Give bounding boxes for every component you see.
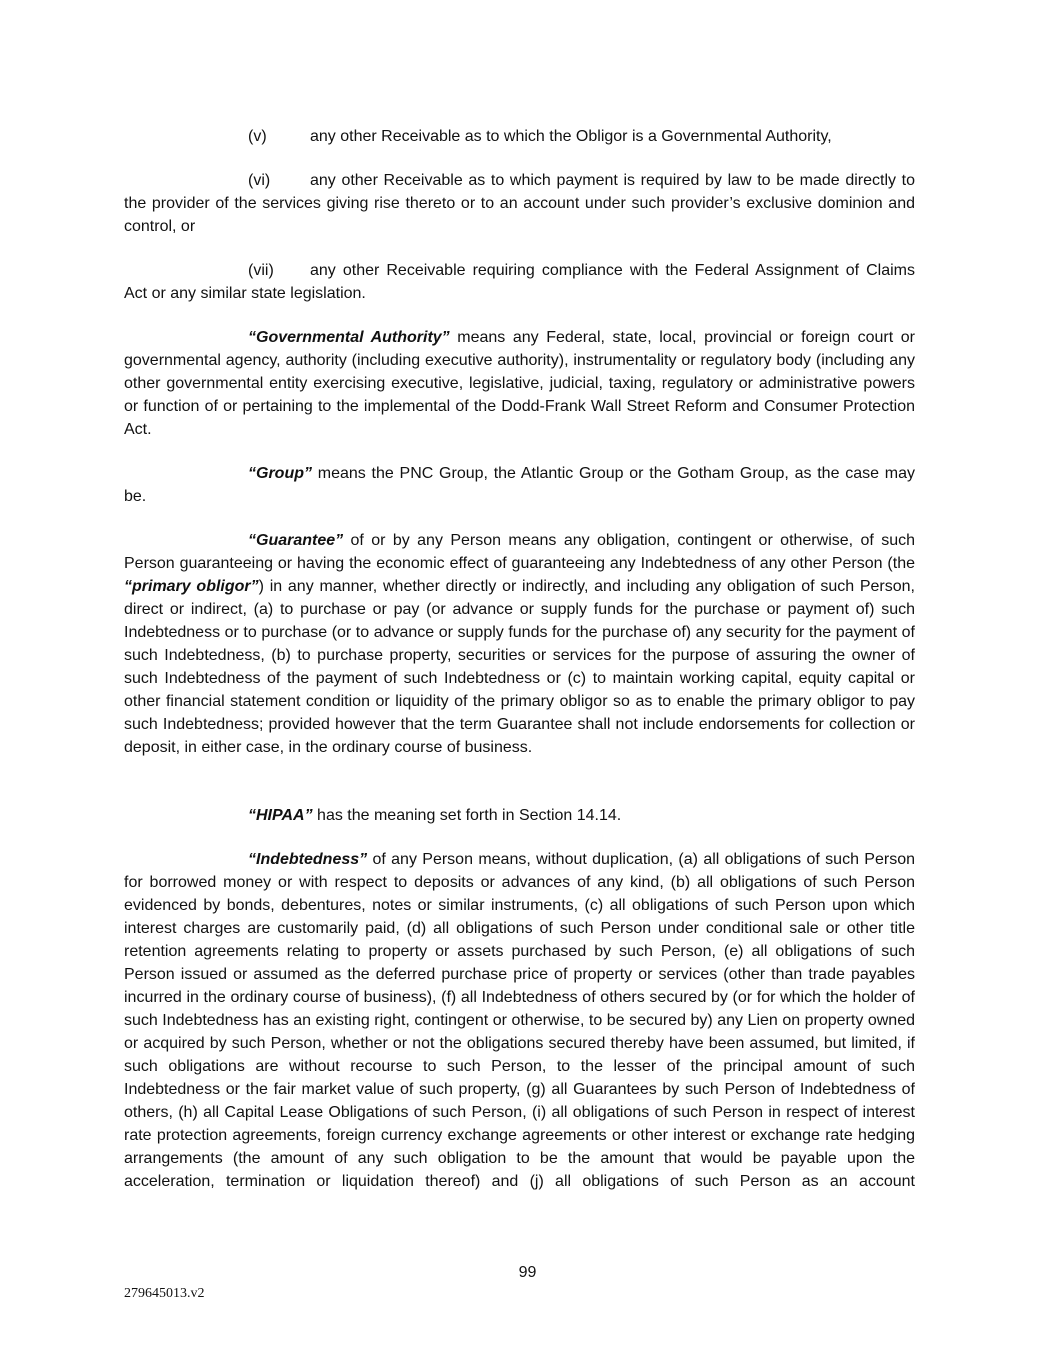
item-text: any other Receivable as to which the Obligor is a Governmental Authority, (310, 128, 832, 145)
item-number: (vii) (248, 262, 274, 279)
defined-term: “HIPAA” (248, 807, 313, 824)
definition-guarantee (124, 529, 915, 759)
defined-term: “Group” (248, 465, 312, 482)
definition-text-continued: ) in any manner, whether directly or indirectly, and including any obligation of such Person, direct or indirect, (a) to purchase or pay (or advance or supply funds for the purchase or payment of) such Indebtedness or to purchase (or to advance or supply funds for the purchase of) any security for the payment of such Indebtedness, (b) to purchase property, securities or services for the purpose of assuring the owner of such Indebtedness of the payment of such Indebtedness or (c) to maintain working capital, equity capital or other financial statement condition or liquidity of the primary obligor so as to enable the primary obligor to pay such Indebtedness; provided however that the term Guarantee shall not include endorsements for collection or deposit, in either case, in the ordinary course of business. (124, 578, 915, 756)
list-item-vi (124, 169, 915, 238)
page-number: 99 (518, 1264, 537, 1281)
definition-text: of or by any Person means any obligation, contingent or otherwise, of such Person guaranteeing or having the economic effect of guaranteeing any Indebtedness of any other Person (the (124, 532, 915, 572)
defined-term: “Governmental Authority” (248, 329, 450, 346)
definition-indebtedness (124, 848, 915, 1193)
definition-governmental-authority (124, 326, 915, 441)
definition-text: of any Person means, without duplication, (a) all obligations of such Person for borrowed money or with respect to deposits or advances of any kind, (b) all obligations of such Person evidenced by bonds, debentures, notes or similar instruments, (c) all obligations of such Person upon which interest charges are customarily paid, (d) all obligations of such Person under conditional sale or other title retention agreements relating to property or assets purchased by such Person, (e) all obligations of such Person issued or assumed as the deferred purchase price of property or services (other than trade payables incurred in the ordinary course of business), (f) all Indebtedness of others secured by (or for which the holder of such Indebtedness has an existing right, contingent or otherwise, to be secured by) any Lien on property owned or acquired by such Person, whether or not the obligations secured thereby have been assumed, but limited, if such obligations are without recourse to such Person, to the lesser of the principal amount of such Indebtedness or the fair market value of such property, (g) all Guarantees by such Person of Indebtedness of others, (h) all Capital Lease Obligations of such Person, (i) all obligations of such Person in respect of interest rate protection agreements, foreign currency exchange agreements or other interest or exchange rate hedging arrangements (the amount of any such obligation to be the amount that would be payable upon the acceleration, termination or liquidation thereof) and (j) all obligations of such Person as an account (124, 851, 915, 1190)
definition-hipaa (124, 804, 915, 827)
definition-text: means any Federal, state, local, provincial or foreign court or governmental agency, authority (including executive authority), instrumentality or regulatory body (including any other governmental entity exercising executive, legislative, judicial, taxing, regulatory or administrative powers or function of or pertaining to the implemental of the Dodd-Frank Wall Street Reform and Consumer Protection Act. (124, 329, 916, 438)
item-text: any other Receivable requiring compliance with the Federal Assignment of Claims Act or any similar state legislation. (124, 262, 915, 302)
defined-term: “Indebtedness” (248, 851, 368, 868)
item-number: (vi) (248, 172, 271, 189)
defined-term: “Guarantee” (248, 532, 344, 549)
definition-text: has the meaning set forth in Section 14.14. (312, 807, 622, 824)
item-text: any other Receivable as to which payment is required by law to be made directly to the provider of the services giving rise thereto or to an account under such provider’s exclusive dominion and control, or (124, 172, 915, 235)
document-id: 279645013.v2 (124, 1286, 205, 1301)
item-number: (v) (248, 128, 267, 145)
inner-defined-term: “primary obligor” (124, 578, 259, 595)
definition-text: means the PNC Group, the Atlantic Group or the Gotham Group, as the case may be. (124, 465, 915, 505)
definition-group (124, 462, 915, 508)
list-item-vii (124, 259, 915, 305)
